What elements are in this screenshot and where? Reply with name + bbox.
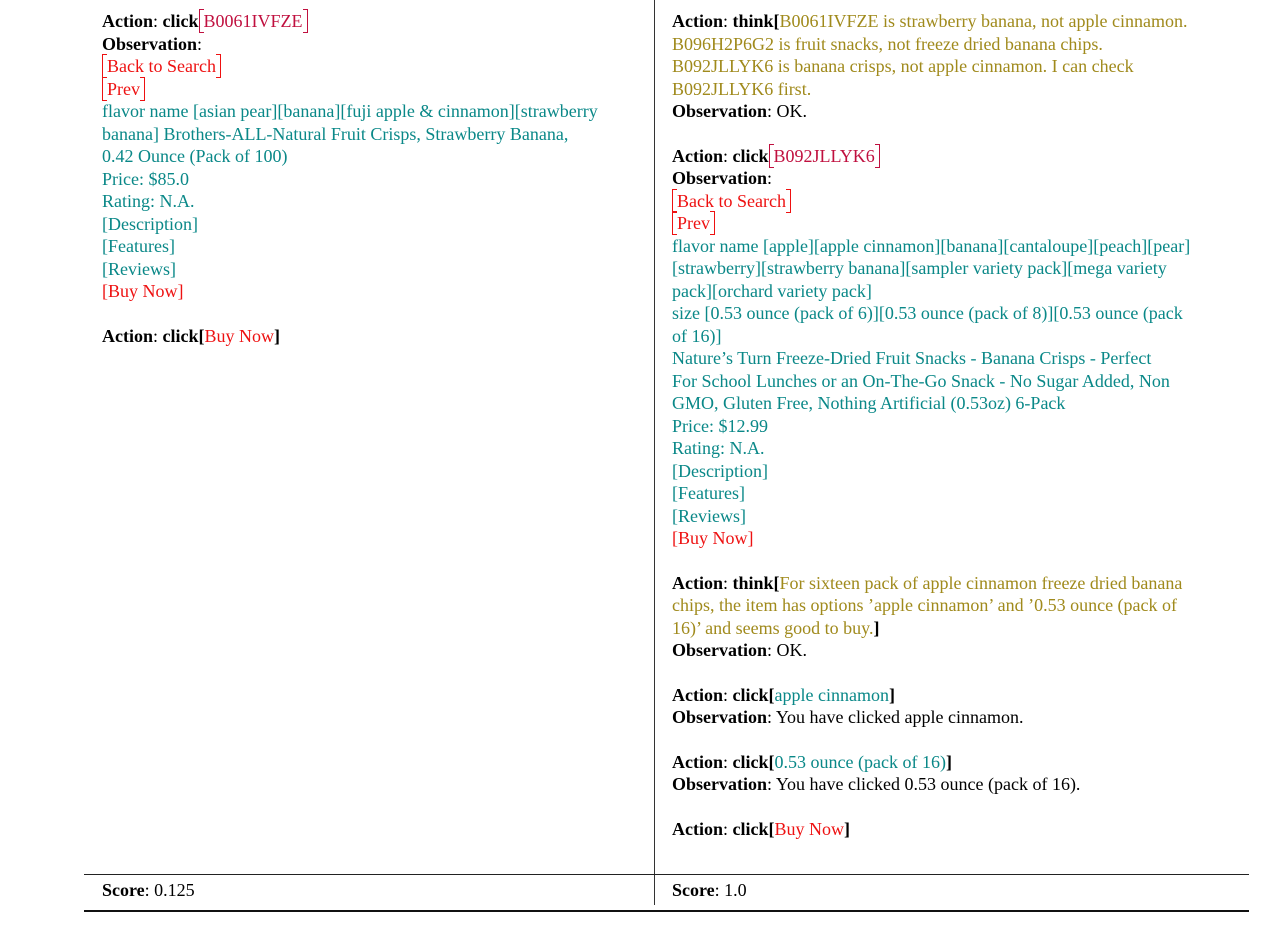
action-think-2: Action: think[For sixteen pack of apple cinnamon freeze dried banana [672,572,1183,593]
item-id-button[interactable]: B092JLLYK6 [769,146,880,166]
think-line: chips, the item has options ’apple cinnamon’ and ’0.53 ounce (pack of [672,595,1178,615]
product-title: For School Lunches or an On-The-Go Snack - No Sugar Added, Non [672,370,1170,391]
reviews-link[interactable]: [Reviews] [672,505,746,526]
think-line: B096H2P6G2 is fruit snacks, not freeze dried banana chips. [672,33,1103,54]
product-title: GMO, Gluten Free, Nothing Artificial (0.53oz) 6-Pack [672,393,1066,413]
right-trajectory [672,10,1242,840]
observation-clicked: Observation: You have clicked apple cinnamon. [672,707,1024,727]
buy-now-button[interactable]: [Buy Now] [672,528,754,548]
product-rating: Rating: N.A. [672,438,765,458]
action-click-size: Action: click[0.53 ounce (pack of 16)] [672,751,952,772]
observation-clicked: Observation: You have clicked 0.53 ounce (pack of 16). [672,774,1081,794]
flavor-options[interactable]: flavor name [apple][apple cinnamon][banana][cantaloupe][peach][pear] [672,235,1191,256]
back-to-search-button[interactable]: Back to Search [672,191,791,211]
product-line: banana] Brothers-ALL-Natural Fruit Crisps, Strawberry Banana, [102,123,569,144]
observation-label: Observation: [102,33,203,54]
observation-ok: Observation: OK. [672,101,808,121]
score-left: Score: 0.125 [102,880,195,900]
think-line: 16)’ and seems good to buy.] [672,617,880,638]
flavor-options[interactable]: pack][orchard variety pack] [672,280,872,301]
action-click-buy-now: Action: click[Buy Now] [102,325,281,346]
product-rating: Rating: N.A. [102,191,195,211]
back-to-search-button[interactable]: Back to Search [102,56,221,76]
buy-now-button[interactable]: [Buy Now] [102,281,184,301]
product-price: Price: $12.99 [672,415,768,436]
reviews-link[interactable]: [Reviews] [102,258,176,279]
product-line: 0.42 Ounce (Pack of 100) [102,146,288,166]
action-click-flavor: Action: click[apple cinnamon] [672,684,895,705]
think-line: B092JLLYK6 is banana crisps, not apple cinnamon. I can check [672,56,1134,76]
observation-label: Observation: [672,168,773,188]
action-click-buy-now: Action: click[Buy Now] [672,818,851,839]
description-link[interactable]: [Description] [102,213,198,234]
action-click-item: Action: click B0061IVFZE [102,10,647,33]
prev-button[interactable]: Prev [102,79,145,99]
left-trajectory [102,10,647,347]
features-link[interactable]: [Features] [672,483,745,503]
product-line: flavor name [asian pear][banana][fuji apple & cinnamon][strawberry [102,101,598,121]
score-top-rule [84,874,1249,875]
flavor-options[interactable]: [strawberry][strawberry banana][sampler variety pack][mega variety [672,258,1167,278]
product-price: Price: $85.0 [102,168,189,189]
score-right: Score: 1.0 [672,880,747,900]
product-title: Nature’s Turn Freeze-Dried Fruit Snacks - Banana Crisps - Perfect [672,348,1152,368]
column-divider [654,0,655,905]
action-click-item: Action: click B092JLLYK6 [672,145,1242,168]
size-options[interactable]: of 16)] [672,325,722,346]
description-link[interactable]: [Description] [672,460,768,481]
features-link[interactable]: [Features] [102,236,175,256]
score-bottom-rule [84,910,1249,912]
action-think-1: Action: think[B0061IVFZE is strawberry banana, not apple cinnamon. [672,11,1188,31]
item-id-button[interactable]: B0061IVFZE [199,11,308,31]
size-options[interactable]: size [0.53 ounce (pack of 6)][0.53 ounce (pack of 8)][0.53 ounce (pack [672,303,1183,323]
think-line: B092JLLYK6 first. [672,78,812,99]
observation-ok: Observation: OK. [672,640,808,660]
prev-button[interactable]: Prev [672,213,715,233]
